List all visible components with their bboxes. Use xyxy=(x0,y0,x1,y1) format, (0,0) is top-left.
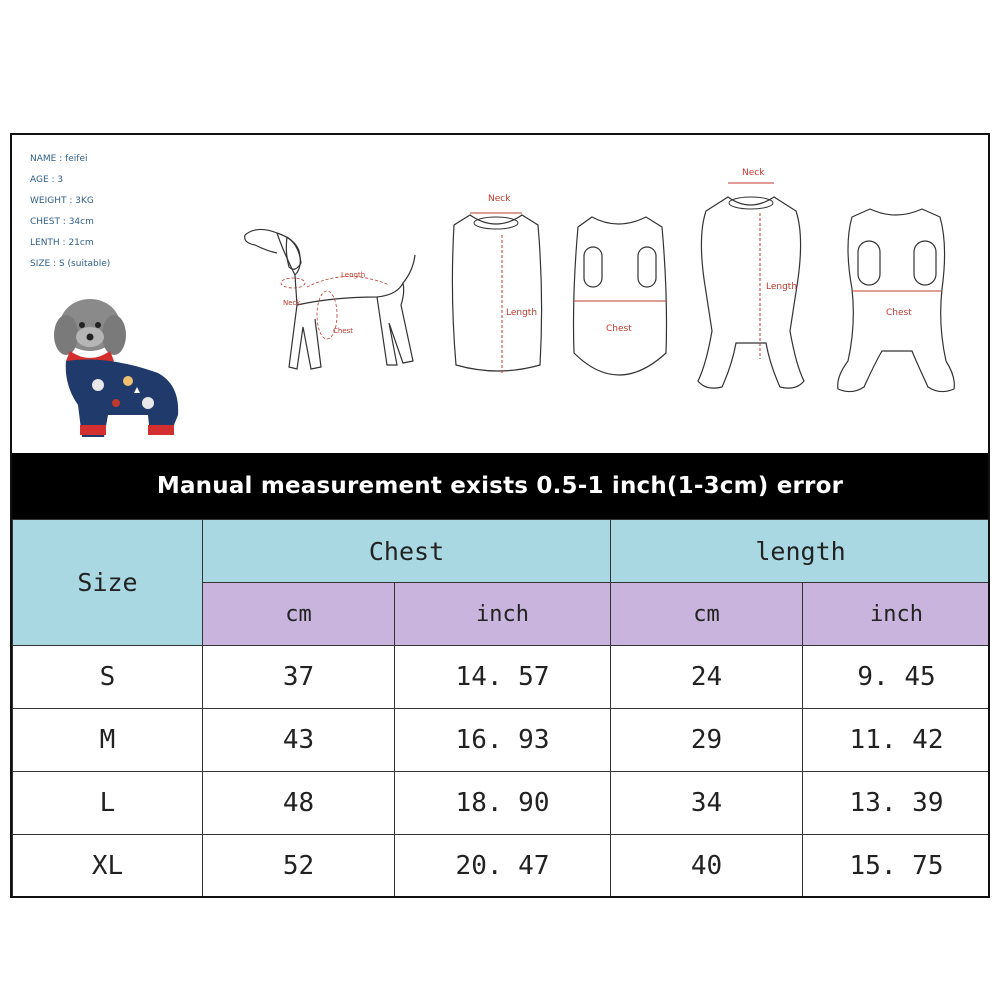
pet-size: SIZE : S (suitable) xyxy=(30,259,111,269)
length-cm-cell: 24 xyxy=(611,646,803,709)
size-cell: L xyxy=(13,772,203,835)
pet-name: NAME : feifei xyxy=(30,154,88,164)
chest-inch-cell: 16. 93 xyxy=(395,709,611,772)
table-row xyxy=(13,772,991,835)
dog-length-label: Length xyxy=(341,271,366,279)
dog-photo xyxy=(38,285,188,445)
back-chest-label: Chest xyxy=(606,324,632,334)
pet-weight: WEIGHT : 3KG xyxy=(30,196,94,206)
table-row xyxy=(13,709,991,772)
chest-inch-header: inch xyxy=(395,583,611,646)
chest-cm-cell: 52 xyxy=(203,835,395,898)
chest-cm-cell: 43 xyxy=(203,709,395,772)
dog-chest-label: Chest xyxy=(333,327,354,335)
chest-header: Chest xyxy=(203,520,611,583)
size-table xyxy=(12,519,990,898)
chest-cm-cell: 37 xyxy=(203,646,395,709)
table-row xyxy=(13,835,991,898)
size-cell: M xyxy=(13,709,203,772)
table-row xyxy=(13,646,991,709)
length-cm-cell: 34 xyxy=(611,772,803,835)
length-inch-cell: 15. 75 xyxy=(803,835,990,898)
front-garment-illustration xyxy=(440,155,555,385)
front-neck-label: Neck xyxy=(488,194,511,204)
suit-neck-label: Neck xyxy=(742,168,765,178)
measurement-error-banner: Manual measurement exists 0.5-1 inch(1-3cm) error xyxy=(12,453,988,519)
back-garment-illustration xyxy=(568,155,678,385)
size-chart-frame xyxy=(10,133,990,898)
front-length-label: Length xyxy=(506,308,538,318)
length-cm-header: cm xyxy=(611,583,803,646)
size-header: Size xyxy=(13,520,203,646)
length-cm-cell: 29 xyxy=(611,709,803,772)
suit-chest-label: Chest xyxy=(886,308,912,318)
suit-length-label: Length xyxy=(766,282,798,292)
chest-inch-cell: 18. 90 xyxy=(395,772,611,835)
chest-inch-cell: 20. 47 xyxy=(395,835,611,898)
chest-cm-cell: 48 xyxy=(203,772,395,835)
dog-neck-label: Neck xyxy=(283,299,301,307)
size-cell: S xyxy=(13,646,203,709)
suit-front-illustration xyxy=(684,155,819,405)
dog-measure-illustration xyxy=(237,155,422,385)
pet-age: AGE : 3 xyxy=(30,175,64,185)
length-inch-cell: 13. 39 xyxy=(803,772,990,835)
size-cell: XL xyxy=(13,835,203,898)
length-inch-header: inch xyxy=(803,583,990,646)
length-inch-cell: 9. 45 xyxy=(803,646,990,709)
chest-cm-header: cm xyxy=(203,583,395,646)
length-cm-cell: 40 xyxy=(611,835,803,898)
length-inch-cell: 11. 42 xyxy=(803,709,990,772)
length-header: length xyxy=(611,520,990,583)
suit-back-illustration xyxy=(824,155,969,405)
pet-info xyxy=(30,149,110,275)
pet-length: LENTH : 21cm xyxy=(30,238,94,248)
pet-chest: CHEST : 34cm xyxy=(30,217,94,227)
chest-inch-cell: 14. 57 xyxy=(395,646,611,709)
